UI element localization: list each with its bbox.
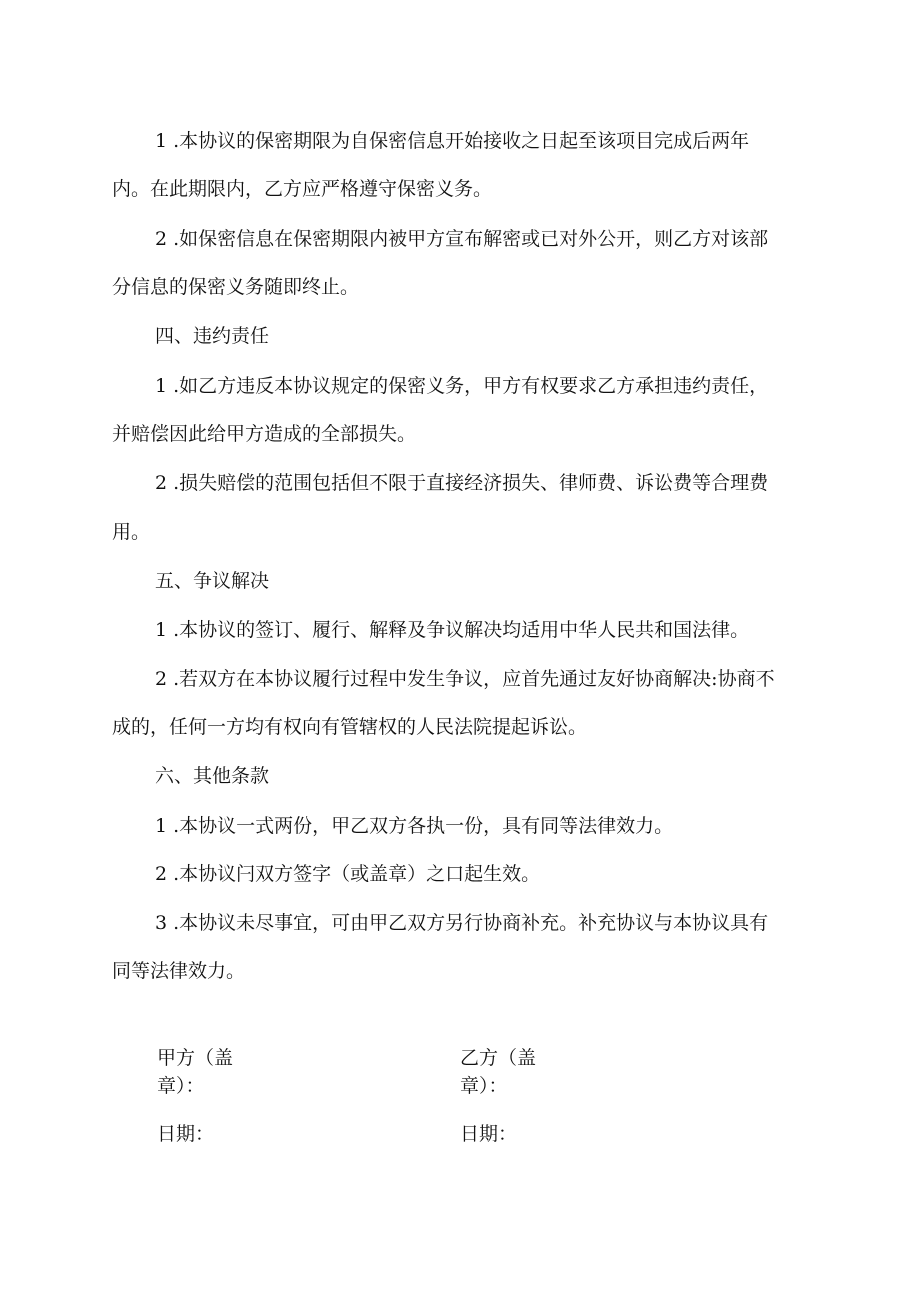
misc-item-2: 2 .本协议闩双方签字（或盖章）之口起生效。 xyxy=(155,863,541,885)
term-item-2-line-2: 分信息的保密义务随即终止。 xyxy=(112,276,360,298)
party-b-seal-label-line-1: 乙方（盖 xyxy=(460,1047,537,1069)
section-heading-misc: 六、其他条款 xyxy=(155,765,270,787)
term-item-1-line-2: 内。在此期限内，乙方应严格遵守保密义务。 xyxy=(112,178,493,200)
dispute-item-2-line-1: 2 .若双方在本协议履行过程中发生争议，应首先通过友好协商解决:协商不 xyxy=(155,668,775,690)
dispute-item-2-line-2: 成的，任何一方均有权向有管辖权的人民法院提起诉讼。 xyxy=(112,716,588,738)
misc-item-3-line-2: 同等法律效力。 xyxy=(112,960,246,982)
liability-item-2-line-2: 用。 xyxy=(112,521,151,543)
misc-item-1: 1 .本协议一式两份，甲乙双方各执一份，具有同等法律效力。 xyxy=(155,815,674,837)
party-a-seal-label-line-2: 章）： xyxy=(157,1075,205,1097)
party-b-date-label: 日期： xyxy=(460,1123,518,1145)
party-a-seal-label-line-1: 甲方（盖 xyxy=(157,1047,234,1069)
dispute-item-1: 1 .本协议的签订、履行、解释及争议解决均适用中华人民共和国法律。 xyxy=(155,619,750,641)
party-b-seal-label-line-2: 章）： xyxy=(460,1075,508,1097)
section-heading-liability: 四、违约责任 xyxy=(155,325,270,347)
party-a-date-label: 日期： xyxy=(157,1123,215,1145)
liability-item-2-line-1: 2 .损失赔偿的范围包括但不限于直接经济损失、律师费、诉讼费等合理费 xyxy=(155,472,769,494)
term-item-2-line-1: 2 .如保密信息在保密期限内被甲方宣布解密或已对外公开，则乙方对该部 xyxy=(155,228,769,250)
liability-item-1-line-2: 并赔偿因此给甲方造成的全部损失。 xyxy=(112,423,417,445)
term-item-1-line-1: 1 .本协议的保密期限为自保密信息开始接收之日起至该项目完成后两年 xyxy=(155,130,750,152)
section-heading-dispute: 五、争议解决 xyxy=(155,570,270,592)
liability-item-1-line-1: 1 .如乙方违反本协议规定的保密义务，甲方有权要求乙方承担违约责任， xyxy=(155,375,769,397)
misc-item-3-line-1: 3 .本协议未尽事宜，可由甲乙双方另行协商补充。补充协议与本协议具有 xyxy=(155,912,769,934)
